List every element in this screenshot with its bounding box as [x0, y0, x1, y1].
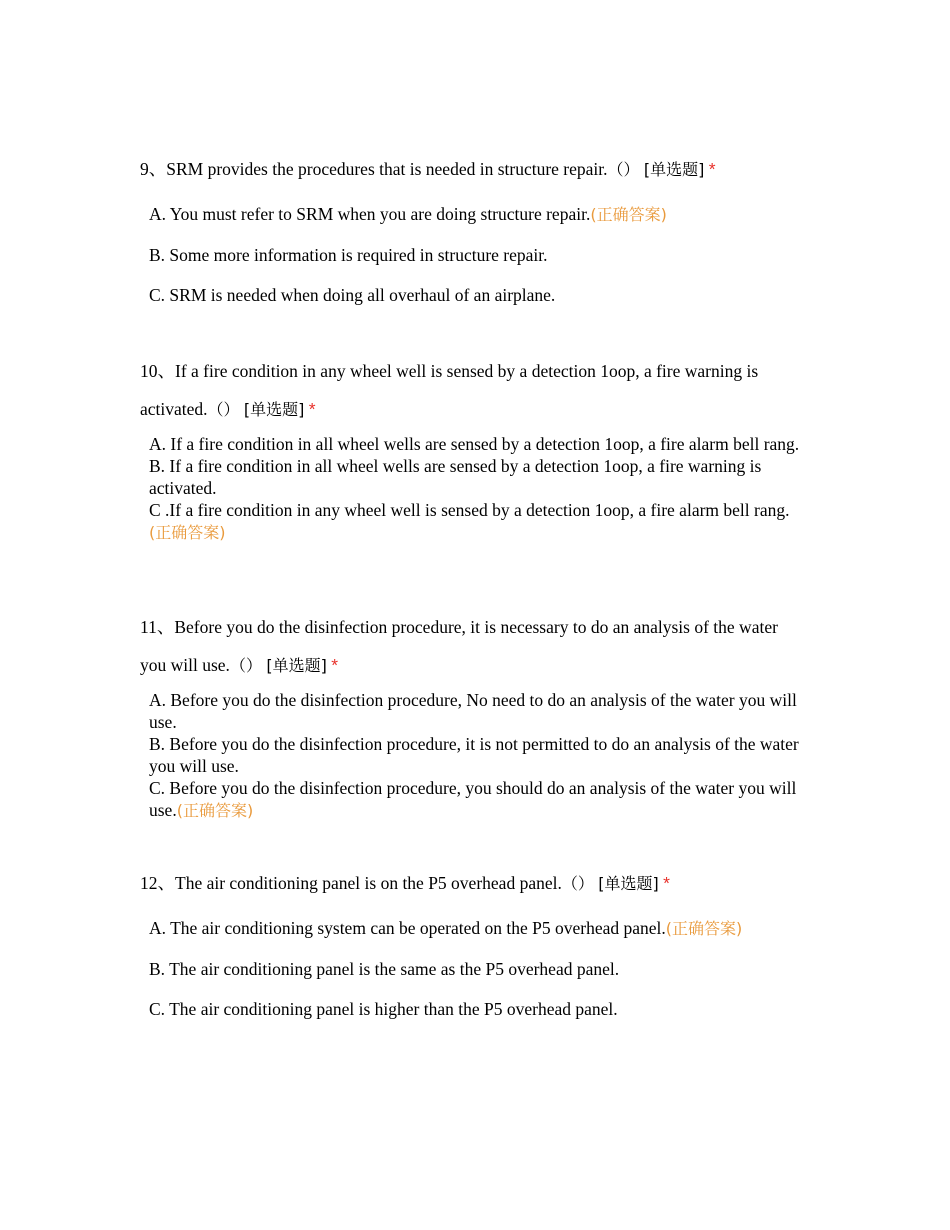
answer-blank: （）: [207, 400, 240, 419]
question-title: [140, 608, 805, 685]
question-type-label: [单选题]: [598, 874, 659, 893]
option-list: [140, 917, 805, 1020]
option-list: [140, 433, 805, 544]
option-text: B. Some more information is required in structure repair.: [149, 245, 548, 265]
required-mark: *: [708, 159, 716, 179]
option-c: [149, 284, 805, 306]
question-title: [140, 864, 805, 903]
question-title: [140, 150, 805, 189]
question-text: 10、If a fire condition in any wheel well is sensed by a detection 1oop, a fire warning is activated.: [140, 361, 759, 419]
question-text: 12、The air conditioning panel is on the P5 overhead panel.: [140, 873, 562, 893]
option-b: [149, 244, 805, 266]
option-text: C. The air conditioning panel is higher than the P5 overhead panel.: [149, 999, 618, 1019]
question-title: [140, 352, 805, 429]
answer-blank: （）: [229, 656, 262, 675]
option-list: [140, 689, 805, 822]
required-mark: *: [308, 399, 316, 419]
option-c: [149, 998, 805, 1020]
option-a: [149, 689, 805, 733]
correct-answer-label: (正确答案): [665, 919, 743, 938]
required-mark: *: [663, 873, 670, 893]
option-b: [149, 958, 805, 980]
option-text: A. If a fire condition in all wheel wells are sensed by a detection 1oop, a fire alarm bell rang.: [149, 434, 800, 454]
option-text: C. Before you do the disinfection procedure, you should do an analysis of the water you will use.: [149, 778, 797, 820]
option-b: [149, 733, 805, 777]
question-type-label: [单选题]: [243, 400, 305, 419]
option-text: B. The air conditioning panel is the same as the P5 overhead panel.: [149, 959, 620, 979]
option-text: A. Before you do the disinfection procedure, No need to do an analysis of the water you will use.: [149, 690, 797, 732]
option-list: [140, 203, 805, 306]
option-text: B. Before you do the disinfection procedure, it is not permitted to do an analysis of the water you will use.: [149, 734, 799, 776]
option-c: [149, 499, 805, 544]
correct-answer-label: (正确答案): [590, 205, 667, 224]
option-text: C .If a fire condition in any wheel well is sensed by a detection 1oop, a fire alarm bell rang.: [149, 500, 790, 520]
answer-blank: （）: [561, 874, 594, 893]
question-9: [140, 150, 805, 324]
question-text: 9、SRM provides the procedures that is needed in structure repair.: [140, 159, 608, 179]
correct-answer-label: (正确答案): [176, 801, 254, 820]
option-text: A. You must refer to SRM when you are doing structure repair.: [149, 204, 591, 224]
option-text: C. SRM is needed when doing all overhaul of an airplane.: [149, 285, 556, 305]
question-type-label: [单选题]: [643, 160, 705, 179]
correct-answer-label: (正确答案): [149, 523, 226, 542]
question-type-label: [单选题]: [266, 656, 327, 675]
option-text: A. The air conditioning system can be operated on the P5 overhead panel.: [149, 918, 666, 938]
question-11: [140, 608, 805, 822]
answer-blank: （）: [607, 160, 640, 179]
question-text: 11、Before you do the disinfection procedure, it is necessary to do an analysis of the water you will use.: [140, 617, 778, 675]
option-text: B. If a fire condition in all wheel wells are sensed by a detection 1oop, a fire warning is activated.: [149, 456, 762, 498]
option-b: [149, 455, 805, 499]
option-c: [149, 777, 805, 822]
question-10: [140, 352, 805, 544]
option-a: [149, 203, 805, 226]
required-mark: *: [331, 655, 339, 675]
option-a: [149, 917, 805, 940]
option-a: [149, 433, 805, 455]
question-12: [140, 864, 805, 1038]
